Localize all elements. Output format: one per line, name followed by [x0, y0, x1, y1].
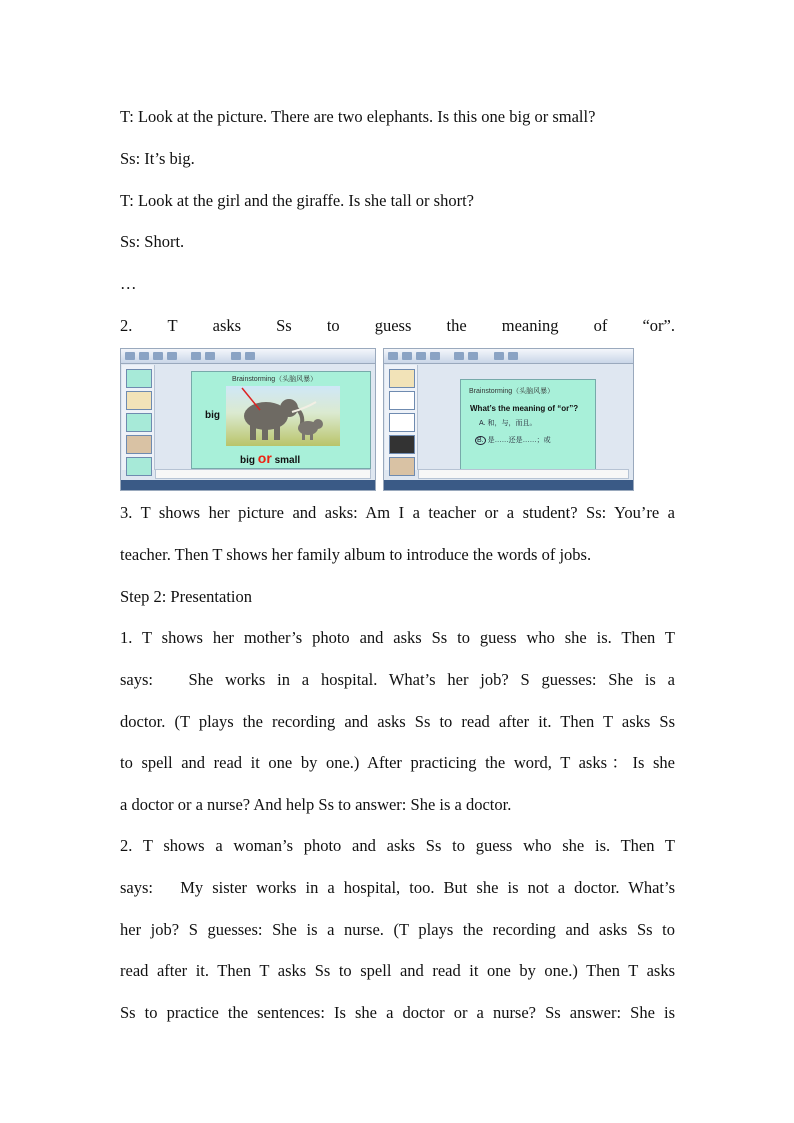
caption-big: big — [240, 455, 255, 466]
slide-screenshot-elephants — [120, 348, 376, 491]
step2-para2-line-1 — [120, 836, 675, 856]
step2-para1-line-3 — [120, 712, 675, 732]
big-label: big — [205, 410, 220, 421]
option-b-text: 是……还是……；或 — [487, 437, 551, 444]
step-word: T — [167, 316, 178, 335]
slide-thumbnail-panel — [385, 365, 418, 470]
step2-para2-line-4 — [120, 961, 675, 981]
option-b-circle: B. — [477, 437, 484, 444]
caption-small: small — [274, 455, 301, 466]
text-line: Ss to practice the sentences: Is she a doctor or a nurse? Ss answer: She is — [120, 1003, 675, 1022]
ribbon-toolbar — [384, 349, 633, 364]
para-3-line-1 — [120, 503, 675, 523]
step-word: meaning — [501, 316, 559, 335]
step-word: the — [446, 316, 467, 335]
step-word: 2. — [120, 316, 133, 335]
step-word: guess — [374, 316, 412, 335]
slide-title: Brainstorming（头脑风暴） — [469, 388, 555, 395]
notes-pane — [418, 469, 629, 479]
caption — [240, 450, 300, 466]
step2-para2-line-2 — [120, 878, 675, 898]
taskbar — [121, 480, 375, 490]
step2-para1-line-1 — [120, 628, 675, 648]
text-line: 3. T shows her picture and asks: Am I a teacher or a student? Ss: You’re a — [120, 503, 675, 522]
option-b — [475, 435, 551, 445]
option-a: A. 和，与，而且。 — [479, 420, 537, 427]
elephants-illustration — [226, 386, 340, 446]
step2-para1-line-4 — [120, 753, 675, 773]
slide-screenshot-or-meaning — [383, 348, 634, 491]
dialogue-line-1: T: Look at the picture. There are two elephants. Is this one big or small? — [120, 107, 596, 126]
step-2-heading: Step 2: Presentation — [120, 587, 252, 606]
text-line: says: She works in a hospital. What’s her job? S guesses: She is a — [120, 670, 675, 689]
step2-para1-line-5: a doctor or a nurse? And help Ss to answer: She is a doctor. — [120, 795, 512, 814]
caption-or: or — [257, 450, 272, 466]
step-word: “or”. — [642, 316, 675, 335]
dialogue-line-4: Ss: Short. — [120, 232, 185, 251]
step-word: asks — [212, 316, 242, 335]
ribbon-toolbar — [121, 349, 375, 364]
slide-canvas — [460, 379, 596, 471]
slide-canvas — [191, 371, 371, 469]
text-line: doctor. (T plays the recording and asks Ss to read after it. Then T asks Ss — [120, 712, 675, 731]
step-meaning-line — [120, 316, 675, 336]
elephant-photo — [226, 386, 340, 446]
step2-para1-line-2 — [120, 670, 675, 690]
step-word: of — [593, 316, 608, 335]
para-3-line-2: teacher. Then T shows her family album to introduce the words of jobs. — [120, 545, 592, 564]
slide-title: Brainstorming（头脑风暴） — [232, 376, 318, 383]
notes-pane — [155, 469, 371, 479]
slide-thumbnail-panel — [122, 365, 155, 470]
text-line: her job? S guesses: She is a nurse. (T plays the recording and asks Ss to — [120, 920, 675, 939]
ellipsis-line: … — [120, 274, 137, 293]
dialogue-line-2: Ss: It’s big. — [120, 149, 195, 168]
text-line: 2. T shows a woman’s photo and asks Ss to guess who she is. Then T — [120, 836, 675, 855]
step-word: to — [326, 316, 340, 335]
text-line: says: My sister works in a hospital, too. But she is not a doctor. What’s — [120, 878, 675, 897]
text-line: read after it. Then T asks Ss to spell and read it one by one.) Then T asks — [120, 961, 675, 980]
taskbar — [384, 480, 633, 490]
text-line: 1. T shows her mother’s photo and asks Ss to guess who she is. Then T — [120, 628, 675, 647]
step2-para2-line-3 — [120, 920, 675, 940]
step2-para2-line-5 — [120, 1003, 675, 1023]
text-line: to spell and read it one by one.) After practicing the word, T asks：Is she — [120, 753, 675, 772]
dialogue-line-3: T: Look at the girl and the giraffe. Is she tall or short? — [120, 191, 474, 210]
step-word: Ss — [276, 316, 292, 335]
slide-question: What’s the meaning of “or”? — [470, 404, 579, 413]
